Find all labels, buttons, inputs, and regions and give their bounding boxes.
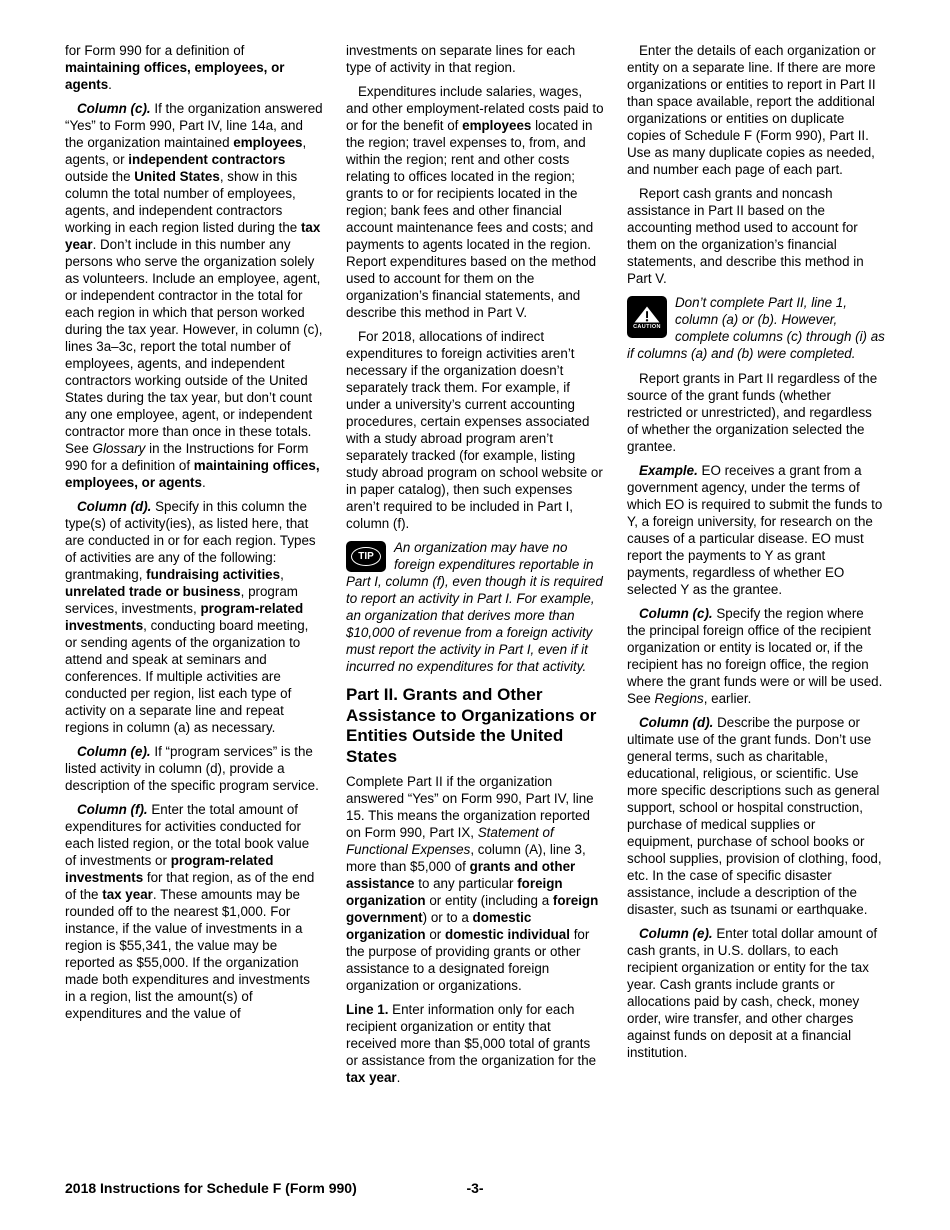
column-right <box>627 42 885 1093</box>
text-run: Column (c). <box>639 606 713 621</box>
text-run: United States <box>134 169 220 184</box>
text-run: foreign organization <box>346 876 563 908</box>
text-run: An organization may have no foreign expenditures reportable in Part I, column (f), even though it is required to report an activity in Part I. For example, an organization that derives more than $10,000 of revenue from a foreign activity must report the activity in Part I, even if it incurred no expenditures for that activity. <box>346 540 603 674</box>
paragraph <box>346 42 604 76</box>
text-run: for the purpose of providing grants or other assistance to a designated foreign organization or organizations. <box>346 927 590 993</box>
text-run: grants and other assistance <box>346 859 576 891</box>
text-run: , program services, investments, <box>65 584 298 616</box>
text-run: foreign government <box>346 893 599 925</box>
text-run: investments on separate lines for each type of activity in that region. <box>346 43 576 75</box>
text-run: or <box>425 927 445 942</box>
text-run: maintaining offices, employees, or agents <box>65 458 320 490</box>
paragraph <box>627 605 885 707</box>
section-heading: Part II. Grants and Other Assistance to Organizations or Entities Outside the United States <box>346 685 597 766</box>
paragraph <box>346 1001 604 1086</box>
text-run: Example. <box>639 463 698 478</box>
paragraph <box>65 100 323 491</box>
text-run: program-related investments <box>65 601 304 633</box>
text-run: Column (d). <box>639 715 714 730</box>
text-run: Enter the total amount of expenditures for activities conducted for each listed region, or the total book value of investments or <box>65 802 310 868</box>
text-run: independent contractors <box>128 152 286 167</box>
footer-document-title: 2018 Instructions for Schedule F (Form 990) <box>65 1180 357 1196</box>
text-run: Describe the purpose or ultimate use of the grant funds. Don’t use general terms, such as charitable, educational, religious, or scientific. Use more specific descriptions such as general support, school or hospital construction, purchase of medical supplies or equipment, purchase of school books or school supplies, provision of clothing, food, etc. In the case of specific disaster assistance, include a description of the disaster, such as tsunami or earthquake. <box>627 715 882 917</box>
column-left <box>65 42 323 1093</box>
text-run: employees <box>233 135 303 150</box>
text-run: employees <box>462 118 532 133</box>
text-run: . <box>396 1070 401 1085</box>
text-run: Specify in this column the type(s) of activity(ies), as listed here, that are conducted in or for each region. Types of activities are any of the following: grantmaking, <box>65 499 316 582</box>
page-footer <box>65 1180 885 1196</box>
text-run: Enter information only for each recipient organization or entity that received more than $5,000 total of grants or assistance from the organization for the <box>346 1002 597 1068</box>
text-run: If “program services” is the listed activity in column (d), provide a description of the specific program service. <box>65 744 319 793</box>
text-run: unrelated trade or business <box>65 584 241 599</box>
text-run: maintaining offices, employees, or agents <box>65 60 285 92</box>
text-run: or entity (including a <box>425 893 553 908</box>
text-run: Column (e). <box>77 744 151 759</box>
text-run: Glossary <box>92 441 146 456</box>
text-run: Enter total dollar amount of cash grants, in U.S. dollars, to each recipient organization or entity for the tax year. Cash grants include grants or allocations paid by cash, check, money order, wire transfer, and other charges against funds on deposit at a financial institution. <box>627 926 878 1060</box>
text-run: , agents, or <box>65 135 307 167</box>
text-run: outside the <box>65 169 135 184</box>
paragraph <box>65 801 323 1022</box>
text-run: , earlier. <box>703 691 752 706</box>
text-run: Regions <box>654 691 704 706</box>
paragraph <box>627 185 885 287</box>
caution-icon: CAUTION <box>627 296 667 338</box>
text-run: domestic organization <box>346 910 532 942</box>
text-run: for Form 990 for a definition of <box>65 43 245 58</box>
paragraph <box>627 925 885 1061</box>
text-run: , conducting board meeting, or sending agents of the organization to attend and speak at seminars and conferences. If multiple activities are conducted per region, list each type of activity on a separate line and repeat regions in column (a) as necessary. <box>65 618 309 735</box>
text-run: Enter the details of each organization or entity on a separate line. If there are more organizations or entities to report in Part II than space available, report the additional organizations or entities on duplicate copies of Schedule F (Form 990), Part II. Use as many duplicate copies as needed, and number each page of each part. <box>627 43 876 177</box>
paragraph <box>627 714 885 918</box>
text-columns <box>65 42 885 1093</box>
text-run: program-related investments <box>65 853 274 885</box>
text-run: Don’t complete Part II, line 1, column (a) or (b). However, complete columns (c) through (i) as if columns (a) and (b) were completed. <box>627 295 885 361</box>
text-run: fundraising activities <box>146 567 281 582</box>
paragraph <box>627 462 885 598</box>
text-run: in the Instructions for Form 990 for a definition of <box>65 441 309 473</box>
footer-page-number: -3- <box>466 1180 484 1196</box>
paragraph <box>627 370 885 455</box>
text-run: , column (A), line 3, more than $5,000 of <box>346 842 586 874</box>
text-run: Specify the region where the principal foreign office of the recipient organization or entity is located or, if the recipient has no foreign office, the region where the grant funds were or will be used. See <box>627 606 883 706</box>
text-run: Column (d). <box>77 499 152 514</box>
text-run: . <box>108 77 112 92</box>
text-run: located in the region; travel expenses to, from, and within the region; rent and other costs relating to offices located in the region; grants to or for recipients located in the region; bank fees and other financial account maintenance fees and costs; and payments to agents located in the region. Report expenditures based on the method used to account for them on the organization’s financial statements, and describe this method in Part V. <box>346 118 597 320</box>
paragraph <box>346 83 604 321</box>
text-run: . <box>201 475 206 490</box>
text-run: tax year <box>65 220 321 252</box>
tip-note <box>346 539 604 675</box>
text-run: domestic individual <box>444 927 570 942</box>
text-run: Column (c). <box>77 101 151 116</box>
text-run: For 2018, allocations of indirect expenditures to foreign activities aren’t necessary if the organization doesn’t separately track them. For example, if under a university’s current accounting procedures, certain expenses associated with a study abroad program aren’t separately tracked (for example, listing study abroad program on school website or in paper catalog), then such expenses aren’t required to be included in Part I, column (f). <box>346 329 603 531</box>
text-run: Line 1. <box>346 1002 389 1017</box>
text-run: Report cash grants and noncash assistance in Part II based on the accounting method used to account for them on the organization’s financial statements, and describe this method in Part V. <box>627 186 864 286</box>
text-run: Column (f). <box>77 802 148 817</box>
text-run: , show in this column the total number of employees, agents, and independent contractors working in each region listed during the <box>65 169 301 235</box>
text-run: for that region, as of the end of the <box>65 870 315 902</box>
paragraph <box>65 743 323 794</box>
text-run: to any particular <box>414 876 518 891</box>
caution-note <box>627 294 885 362</box>
tip-icon: TIP <box>346 541 386 572</box>
text-run: Complete Part II if the organization answered “Yes” on Form 990, Part IV, line 15. This means the organization reported on Form 990, Part IX, <box>346 774 594 840</box>
paragraph <box>627 42 885 178</box>
text-run: Column (e). <box>639 926 713 941</box>
text-run: tax year <box>346 1070 397 1085</box>
paragraph <box>346 328 604 532</box>
text-run: . These amounts may be rounded off to the nearest $1,000. For instance, if the value of investments in a region is $55,341, the value may be reported as $55,000. If the organization made both expenditures and investments in a region, list the amount(s) of expenditures and the value of <box>65 887 310 1021</box>
text-run: Statement of Functional Expenses <box>346 825 554 857</box>
text-run: tax year <box>102 887 153 902</box>
text-run: . Don’t include in this number any persons who serve the organization solely as volunteers. Include an employee, agent, or independent contractor in the total for each region in which that person worked during the tax year. However, in column (c), lines 3a–3c, report the total number of employees, agents, and independent contractors working outside of the United States during the tax year, but don’t count any one employee, agent, or independent contractor more than once in these totals. See <box>65 237 323 456</box>
text-run: If the organization answered “Yes” to Form 990, Part IV, line 14a, and the organization maintained <box>65 101 323 150</box>
paragraph <box>65 42 323 93</box>
column-middle <box>346 42 604 1093</box>
text-run: , <box>280 567 284 582</box>
text-run: Expenditures include salaries, wages, and other employment-related costs paid to or for the benefit of <box>346 84 604 133</box>
text-run: EO receives a grant from a government agency, under the terms of which EO is required to submit the funds to Y, a foreign university, for research on the causes of a particular disease. EO must report the payments to Y as grant payments, regardless of whether EO selected Y as the grantee. <box>627 463 883 597</box>
text-run: ) or to a <box>422 910 473 925</box>
paragraph <box>65 498 323 736</box>
paragraph <box>346 773 604 994</box>
text-run: Report grants in Part II regardless of the source of the grant funds (whether restricted or unrestricted), and regardless of whether the organization selected the grantee. <box>627 371 878 454</box>
